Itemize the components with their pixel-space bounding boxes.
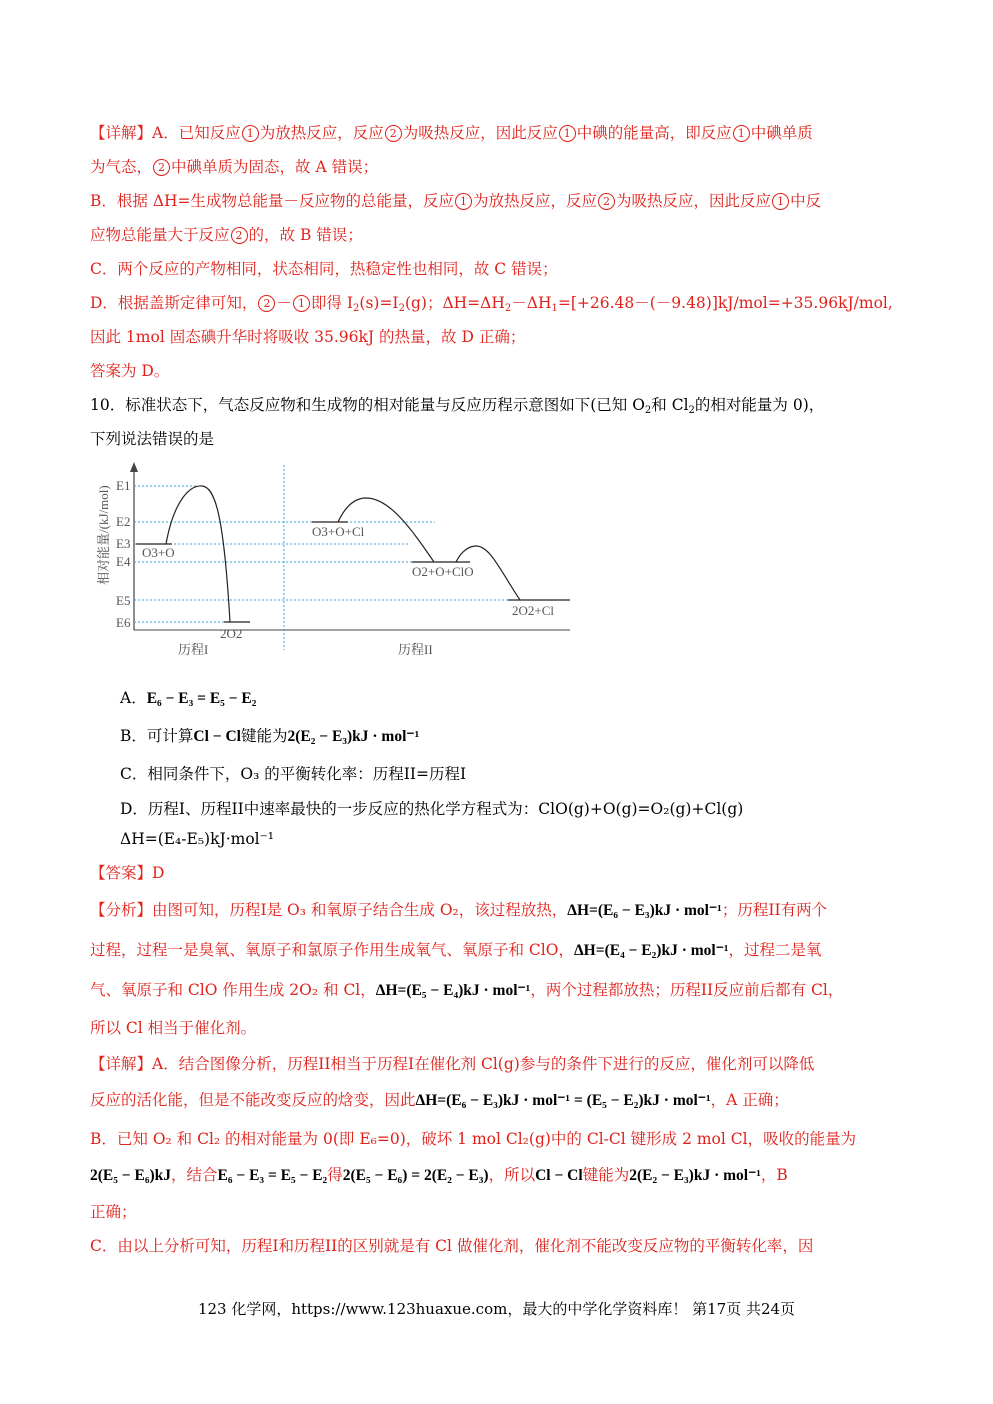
analysis-line4: 所以 Cl 相当于催化剂。 <box>90 1019 257 1037</box>
path-1-label: 历程I <box>178 642 209 657</box>
option-a <box>120 686 256 708</box>
detail2-line3: B．已知 O₂ 和 Cl₂ 的相对能量为 0(即 E₆=0)，破坏 1 mol Cl₂(g)中的 Cl-Cl 键形成 2 mol Cl，吸收的能量为 <box>90 1130 857 1148</box>
circled-2: 2 <box>258 295 275 312</box>
circled-1: 1 <box>293 295 310 312</box>
text: 10．标准状态下，气态反应物和生成物的相对能量与反应历程示意图如下(已知 O <box>90 396 645 414</box>
text: 中碘单质 <box>750 124 813 142</box>
circled-1: 1 <box>733 125 750 142</box>
detail1-line3 <box>90 189 821 211</box>
y-axis-arrow <box>130 462 138 472</box>
reference-lines <box>134 465 520 650</box>
text: ，过程二是氧 <box>728 941 822 959</box>
text: 为吸热反应，因此反应 <box>402 124 558 142</box>
detail2-line1: 【详解】A．结合图像分析，历程II相当于历程I在催化剂 Cl(g)参与的条件下进行的反应，催化剂可以降低 <box>90 1055 815 1073</box>
text: ，两个过程都放热；历程II反应前后都有 Cl， <box>530 981 844 999</box>
text: － <box>276 294 292 312</box>
analysis-expr: ΔH=(E₅ − E₄)kJ · mol⁻¹ <box>375 982 531 999</box>
level-e3: E3 <box>116 536 131 551</box>
detail2-expr: Cl − Cl <box>535 1167 583 1184</box>
text: 键能为 <box>241 727 288 745</box>
detail2-line2 <box>90 1088 789 1110</box>
energy-diagram <box>90 460 580 670</box>
text: 键能为 <box>582 1166 630 1184</box>
level-e1: E1 <box>116 478 131 493</box>
circled-2: 2 <box>385 125 402 142</box>
option-d-continued: ΔH=(E₄-E₅)kJ·mol⁻¹ <box>120 830 275 848</box>
text: ，B <box>760 1166 788 1184</box>
detail2-line5: 正确； <box>90 1203 137 1221</box>
detail2-expr: ΔH=(E₆ − E₃)kJ · mol⁻¹ = (E₅ − E₂)kJ · mol⁻¹ <box>415 1092 711 1109</box>
circled-2: 2 <box>153 159 170 176</box>
level-e6: E6 <box>116 615 131 630</box>
text: 和 Cl <box>651 396 689 414</box>
text: 应物总能量大于反应 <box>90 226 230 244</box>
path-2-label: 历程II <box>398 642 433 657</box>
level-e4: E4 <box>116 554 131 569</box>
text: (g)；ΔH=ΔH <box>404 294 505 312</box>
option-a-label: A． <box>120 689 147 707</box>
text: B．根据 ΔH=生成物总能量－反应物的总能量，反应 <box>90 192 455 210</box>
analysis-expr: ΔH=(E₄ − E₂)kJ · mol⁻¹ <box>573 942 729 959</box>
species-o3-o-cl: O3+O+Cl <box>312 524 365 539</box>
text: ，A 正确； <box>710 1091 789 1109</box>
detail1-line6: D．根据盖斯定律可知， 2 － 1 即得 $I_2(s)=I_2(g)$；$\Delta H=\Delta H_2-\Delta H_1=[+26.48-(-9.48)]kJ/mol=+35.96kJ$/mol, <box>90 294 893 314</box>
text: =[+26.48－(－9.48)]kJ/mol=+35.96kJ/mol, <box>557 294 893 312</box>
option-b-expr: 2(E₂ − E₃)kJ · mol⁻¹ <box>287 728 420 745</box>
text: 【详解】A．已知反应 <box>90 124 241 142</box>
y-axis-label: 相对能量/(kJ/mol) <box>96 485 111 585</box>
option-a-expr: E₆ − E₃ = E₅ − E₂ <box>146 690 257 707</box>
text: ；历程II有两个 <box>721 901 828 919</box>
circled-2: 2 <box>598 193 615 210</box>
detail2-expr: 2(E₅ − E₆) = 2(E₂ − E₃) <box>342 1167 489 1184</box>
detail2-expr: 2(E₅ − E₆)kJ <box>90 1167 171 1184</box>
text: ，所以 <box>488 1166 536 1184</box>
page-footer: 123 化学网，https://www.123huaxue.com，最大的中学化学资料库！ 第17页 共24页 <box>197 1300 796 1318</box>
detail1-line2 <box>90 155 378 177</box>
species-o3-o: O3+O <box>142 545 175 560</box>
text: －ΔH <box>511 294 552 312</box>
text: 气、氧原子和 ClO 作用生成 2O₂ 和 Cl， <box>90 981 376 999</box>
detail2-expr: 2(E₂ − E₃)kJ · mol⁻¹ <box>629 1167 761 1184</box>
detail1-line7: 因此 1mol 固态碘升华时将吸收 35.96kJ 的热量，故 D 正确； <box>90 328 526 346</box>
text: 过程，过程一是臭氧、氧原子和氯原子作用生成氧气、氧原子和 ClO， <box>90 941 574 959</box>
detail2-expr: E₆ − E₃ = E₅ − E₂ <box>217 1167 328 1184</box>
option-c: C．相同条件下，O₃ 的平衡转化率：历程II=历程I <box>120 765 467 783</box>
text: 的相对能量为 0)， <box>694 396 825 414</box>
circled-1: 1 <box>772 193 789 210</box>
text: 得 <box>327 1166 343 1184</box>
analysis-line2 <box>90 938 822 960</box>
circled-1: 1 <box>455 193 472 210</box>
detail1-line1 <box>90 121 813 143</box>
text: D．根据盖斯定律可知， <box>90 294 258 312</box>
text: 中碘单质为固态，故 A 错误； <box>171 158 379 176</box>
text: 中碘的能量高，即反应 <box>576 124 732 142</box>
species-2o2: 2O2 <box>220 626 243 641</box>
option-b-bond: Cl − Cl <box>193 728 241 745</box>
text: ，结合 <box>171 1166 218 1184</box>
detail1-line8: 答案为 D。 <box>90 362 170 380</box>
text: 为吸热反应，因此反应 <box>616 192 772 210</box>
analysis-line3 <box>90 978 843 1000</box>
circled-1: 1 <box>559 125 576 142</box>
analysis-line1 <box>90 898 827 920</box>
detail1-line4 <box>90 223 363 245</box>
text: 反应的活化能，但是不能改变反应的焓变，因此 <box>90 1091 416 1109</box>
text: 为放热反应，反应 <box>473 192 598 210</box>
species-2o2-cl: 2O2+Cl <box>512 603 555 618</box>
circled-2: 2 <box>231 227 248 244</box>
answer: 【答案】D <box>90 864 165 882</box>
text: 的，故 B 错误； <box>248 226 363 244</box>
level-e5: E5 <box>116 593 131 608</box>
species-o2-o-clo: O2+O+ClO <box>412 564 474 579</box>
text: 为气态， <box>90 158 153 176</box>
text: 为放热反应，反应 <box>259 124 384 142</box>
question-line1: 10．标准状态下，气态反应物和生成物的相对能量与反应历程示意图如下(已知 $O_2$和 $Cl_2$的相对能量为 0)， <box>90 396 825 416</box>
text: (s)=I <box>359 294 399 312</box>
option-b-label: B．可计算 <box>120 727 194 745</box>
text: 即得 I <box>310 294 354 312</box>
text: 【分析】由图可知，历程I是 O₃ 和氧原子结合生成 O₂，该过程放热， <box>90 901 568 919</box>
circled-1: 1 <box>242 125 259 142</box>
option-d: D．历程I、历程II中速率最快的一步反应的热化学方程式为：ClO(g)+O(g)=O₂(g)+Cl(g) <box>120 800 744 818</box>
option-b <box>120 724 419 746</box>
detail2-line6: C．由以上分析可知，历程I和历程II的区别就是有 Cl 做催化剂，催化剂不能改变反应物的平衡转化率，因 <box>90 1237 814 1255</box>
detail2-line4 <box>90 1163 788 1185</box>
analysis-expr: ΔH=(E₆ − E₃)kJ · mol⁻¹ <box>567 902 722 919</box>
text: 中反 <box>790 192 822 210</box>
detail1-line5: C．两个反应的产物相同，状态相同，热稳定性也相同，故 C 错误； <box>90 260 558 278</box>
path-2-curve <box>312 498 570 600</box>
level-e2: E2 <box>116 514 131 529</box>
question-line2: 下列说法错误的是 <box>90 430 215 448</box>
